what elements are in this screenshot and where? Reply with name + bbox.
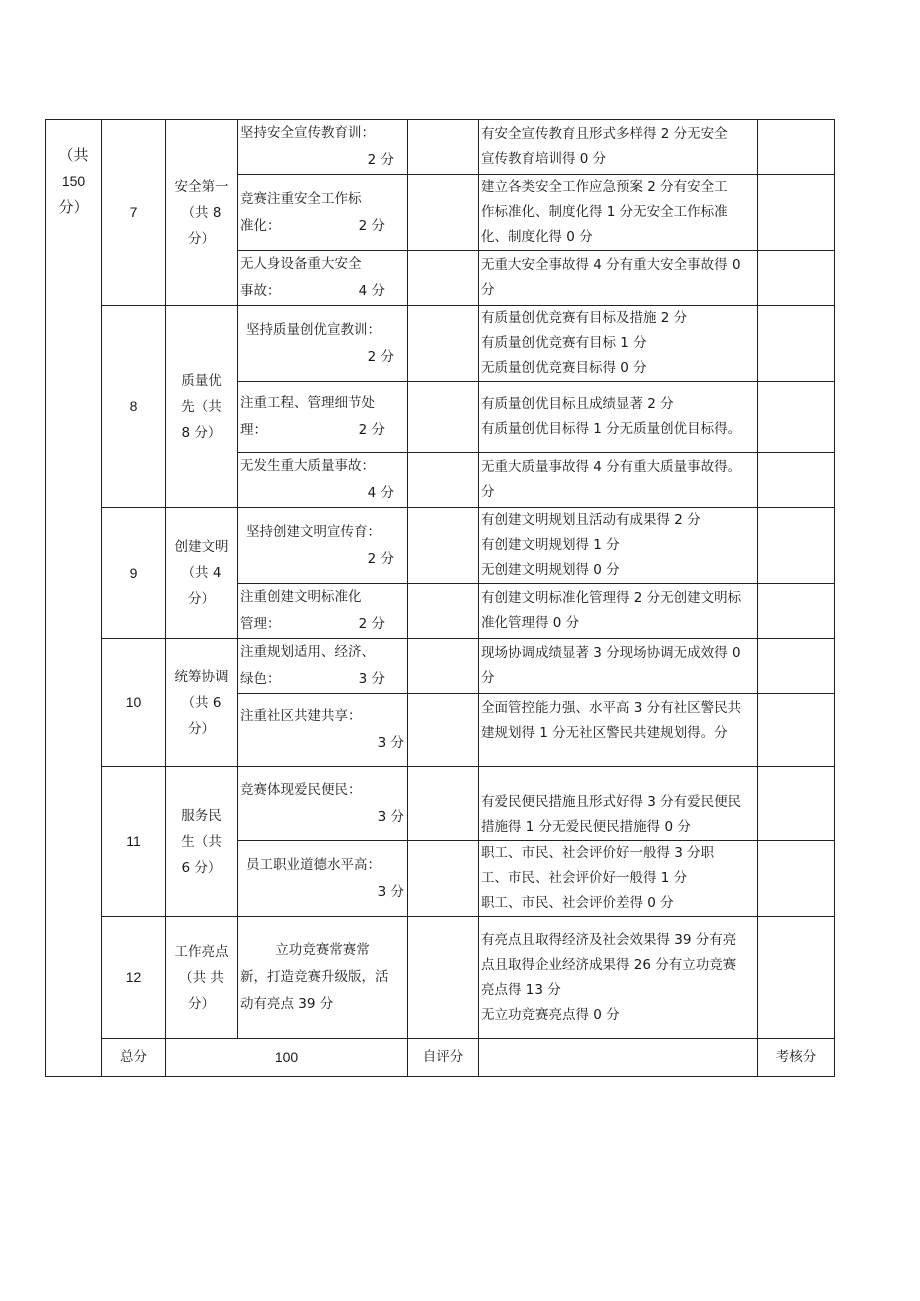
assess-score-cell[interactable] <box>758 382 835 453</box>
category-cell: 安全第一 （共 8 分） <box>166 120 238 306</box>
criteria-cell: 建立各类安全工作应急预案 2 分有安全工 作标准化、制度化得 1 分无安全工作标准 化、制度化得 0 分 <box>479 175 758 251</box>
criteria-cell: 有亮点且取得经济及社会效果得 39 分有亮 点且取得企业经济成果得 26 分有立功竞赛 亮点得 13 分 无立功竞赛亮点得 0 分 <box>479 917 758 1039</box>
criteria-cell: 有爱民便民措施且形式好得 3 分有爱民便民 措施得 1 分无爱民便民措施得 0 分 <box>479 767 758 841</box>
assessment-table <box>45 119 835 1077</box>
total-value: 100 <box>166 1039 408 1077</box>
row-number: 8 <box>102 306 166 508</box>
assess-score-cell[interactable] <box>758 917 835 1039</box>
row-number: 9 <box>102 508 166 639</box>
criteria-cell: 全面管控能力强、水平高 3 分有社区警民共 建规划得 1 分无社区警民共建规划得。分 <box>479 694 758 767</box>
self-score-cell[interactable] <box>408 841 479 917</box>
assess-score-cell[interactable] <box>758 639 835 694</box>
item-cell: 坚持质量创优宣教训： 2 分 <box>238 306 408 382</box>
criteria-cell: 有安全宣传教育且形式多样得 2 分无安全 宣传教育培训得 0 分 <box>479 120 758 175</box>
item-cell: 坚持安全宣传教育训： 2 分 <box>238 120 408 175</box>
self-score-label: 自评分 <box>408 1039 479 1077</box>
self-score-cell[interactable] <box>408 767 479 841</box>
criteria-cell: 有创建文明标准化管理得 2 分无创建文明标 准化管理得 0 分 <box>479 584 758 639</box>
assess-score-cell[interactable] <box>758 584 835 639</box>
self-score-total-cell[interactable] <box>479 1039 758 1077</box>
category-cell: 创建文明 （共 4 分） <box>166 508 238 639</box>
assess-score-cell[interactable] <box>758 306 835 382</box>
category-cell: 服务民 生（共 6 分） <box>166 767 238 917</box>
criteria-cell: 有创建文明规划且活动有成果得 2 分 有创建文明规划得 1 分 无创建文明规划得 0 分 <box>479 508 758 584</box>
assess-score-cell[interactable] <box>758 694 835 767</box>
self-score-cell[interactable] <box>408 917 479 1039</box>
self-score-cell[interactable] <box>408 175 479 251</box>
self-score-cell[interactable] <box>408 694 479 767</box>
self-score-cell[interactable] <box>408 251 479 306</box>
self-score-cell[interactable] <box>408 508 479 584</box>
item-cell: 注重社区共建共享： 3 分 <box>238 694 408 767</box>
self-score-cell[interactable] <box>408 306 479 382</box>
assess-score-cell[interactable] <box>758 251 835 306</box>
item-cell: 注重创建文明标准化 管理： 2 分 <box>238 584 408 639</box>
assess-score-cell[interactable] <box>758 175 835 251</box>
row-number: 7 <box>102 120 166 306</box>
criteria-cell: 有质量创优目标且成绩显著 2 分 有质量创优目标得 1 分无质量创优目标得。 <box>479 382 758 453</box>
criteria-cell: 无重大质量事故得 4 分有重大质量事故得。 分 <box>479 453 758 508</box>
item-cell: 竞赛体现爱民便民： 3 分 <box>238 767 408 841</box>
category-cell: 工作亮点 （共 共 分） <box>166 917 238 1039</box>
item-cell: 无人身设备重大安全 事故： 4 分 <box>238 251 408 306</box>
section-total-label: （共 150 分） <box>46 120 102 1077</box>
criteria-cell: 有质量创优竞赛有目标及措施 2 分 有质量创优竞赛有目标 1 分 无质量创优竞赛目标得 0 分 <box>479 306 758 382</box>
item-cell: 坚持创建文明宣传育： 2 分 <box>238 508 408 584</box>
row-number: 12 <box>102 917 166 1039</box>
item-cell: 立功竞赛常赛常 新，打造竞赛升级版，活 动有亮点 39 分 <box>238 917 408 1039</box>
item-cell: 员工职业道德水平高： 3 分 <box>238 841 408 917</box>
criteria-cell: 职工、市民、社会评价好一般得 3 分职 工、市民、社会评价好一般得 1 分 职工、市民、社会评价差得 0 分 <box>479 841 758 917</box>
assess-score-cell[interactable] <box>758 767 835 841</box>
criteria-cell: 无重大安全事故得 4 分有重大安全事故得 0 分 <box>479 251 758 306</box>
assess-score-cell[interactable] <box>758 120 835 175</box>
row-number: 10 <box>102 639 166 767</box>
self-score-cell[interactable] <box>408 639 479 694</box>
category-cell: 质量优 先（共 8 分） <box>166 306 238 508</box>
self-score-cell[interactable] <box>408 120 479 175</box>
assess-score-cell[interactable] <box>758 841 835 917</box>
criteria-cell: 现场协调成绩显著 3 分现场协调无成效得 0 分 <box>479 639 758 694</box>
item-cell: 竞赛注重安全工作标 准化： 2 分 <box>238 175 408 251</box>
self-score-cell[interactable] <box>408 453 479 508</box>
assess-score-label: 考核分 <box>758 1039 835 1077</box>
total-label: 总分 <box>102 1039 166 1077</box>
item-cell: 注重工程、管理细节处 理： 2 分 <box>238 382 408 453</box>
self-score-cell[interactable] <box>408 584 479 639</box>
assess-score-cell[interactable] <box>758 508 835 584</box>
item-cell: 无发生重大质量事故： 4 分 <box>238 453 408 508</box>
category-cell: 统筹协调 （共 6 分） <box>166 639 238 767</box>
self-score-cell[interactable] <box>408 382 479 453</box>
assess-score-cell[interactable] <box>758 453 835 508</box>
item-cell: 注重规划适用、经济、 绿色： 3 分 <box>238 639 408 694</box>
row-number: 11 <box>102 767 166 917</box>
